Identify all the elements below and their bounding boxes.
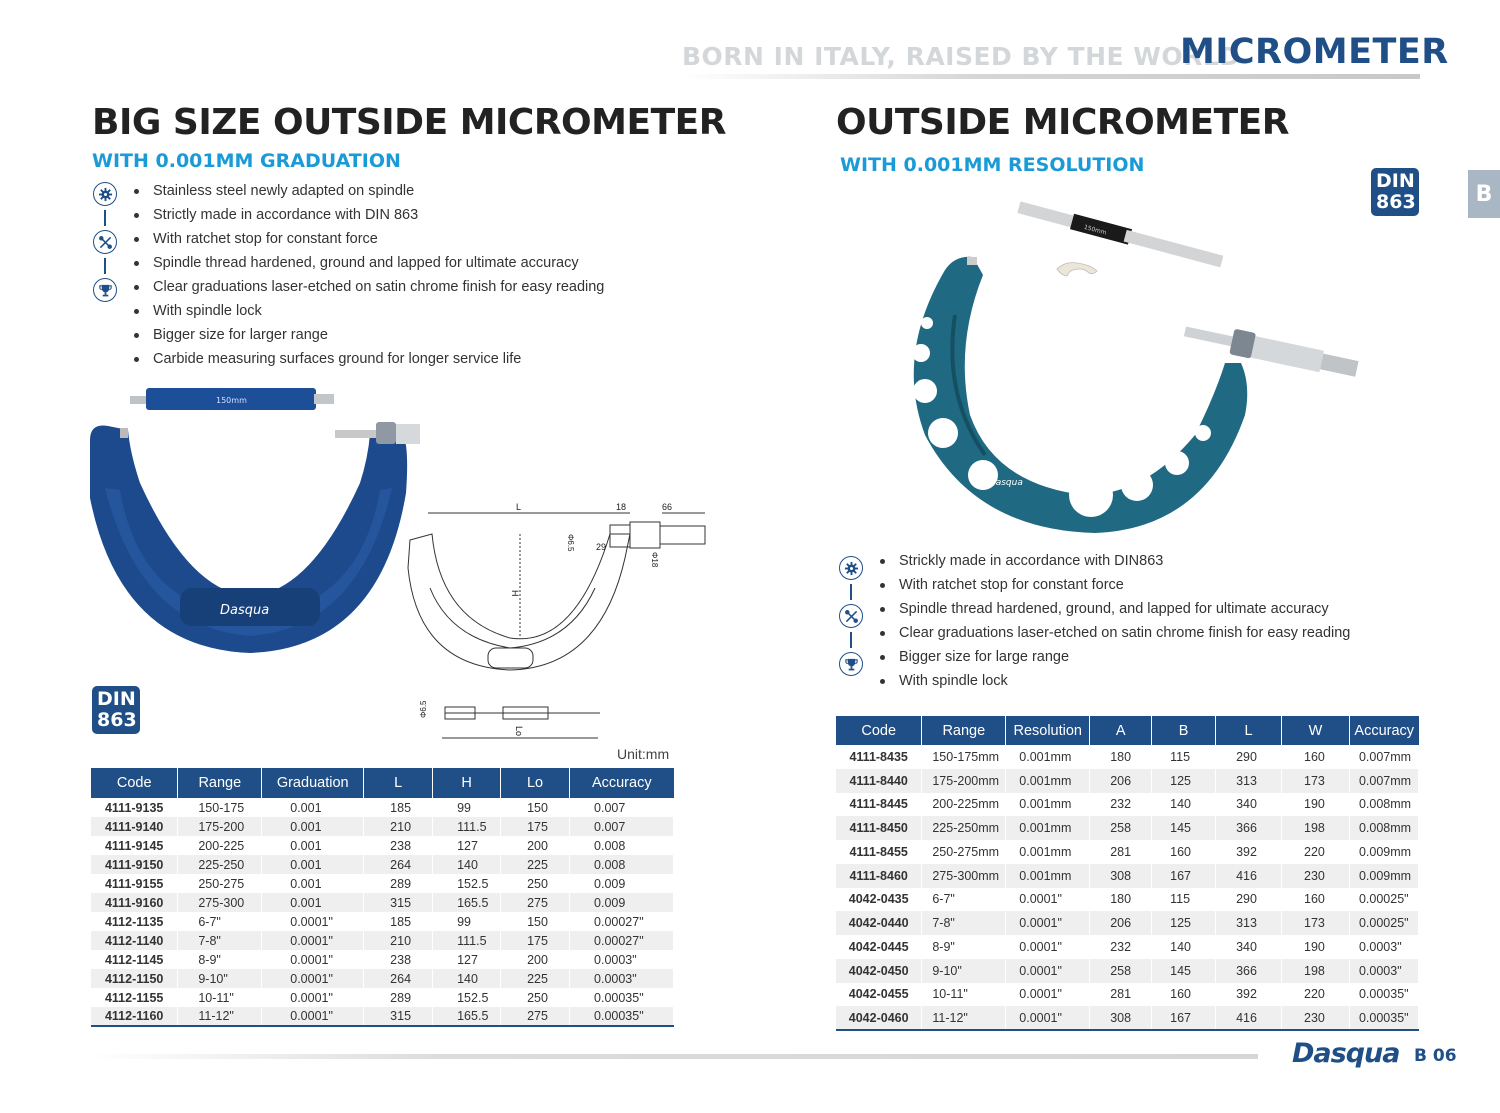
table-cell: 0.0001": [262, 1007, 364, 1026]
table-cell: 127: [433, 836, 501, 855]
din-number: 863: [1376, 191, 1416, 213]
column-header: L: [364, 768, 433, 798]
table-cell: 238: [364, 950, 433, 969]
table-cell: 230: [1282, 864, 1350, 888]
table-row: [91, 988, 674, 1007]
table-cell: 250-275mm: [922, 840, 1006, 864]
table-row: [836, 983, 1419, 1007]
dim-18: 18: [616, 502, 627, 512]
table-cell: 206: [1090, 769, 1152, 793]
table-cell: 6-7": [922, 888, 1006, 912]
table-cell: 0.0003": [570, 969, 674, 988]
table-cell: 0.009: [570, 893, 674, 912]
table-cell: 175-200: [178, 817, 262, 836]
table-row: [836, 769, 1419, 793]
table-cell: 150-175mm: [922, 745, 1006, 769]
table-row: [836, 959, 1419, 983]
table-cell: 0.0001": [262, 988, 364, 1007]
feature-item: Clear graduations laser-etched on satin chrome finish for easy reading: [879, 621, 1350, 645]
table-cell: 0.009mm: [1349, 864, 1418, 888]
table-cell: 308: [1090, 864, 1152, 888]
table-cell: 416: [1216, 864, 1282, 888]
table-cell: 0.001: [262, 836, 364, 855]
table-header-row: [836, 716, 1419, 745]
table-cell: 366: [1216, 959, 1282, 983]
table-cell: 0.0003": [1349, 935, 1418, 959]
table-cell: 0.0001": [262, 969, 364, 988]
code-cell: 4111-8460: [836, 864, 922, 888]
code-cell: 4042-0455: [836, 983, 922, 1007]
code-cell: 4111-9140: [91, 817, 178, 836]
feature-item: Spindle thread hardened, ground and lapped for ultimate accuracy: [133, 251, 604, 275]
column-header: H: [433, 768, 501, 798]
left-din-badge: [92, 686, 140, 734]
table-row: [836, 816, 1419, 840]
table-cell: 200-225mm: [922, 793, 1006, 817]
table-cell: 0.00035": [570, 1007, 674, 1026]
table-cell: 416: [1216, 1006, 1282, 1030]
trophy-icon: [839, 652, 863, 676]
table-cell: 0.008mm: [1349, 816, 1418, 840]
code-cell: 4111-9145: [91, 836, 178, 855]
table-cell: 0.008: [570, 836, 674, 855]
table-cell: 210: [364, 817, 433, 836]
table-cell: 258: [1090, 959, 1152, 983]
table-cell: 264: [364, 855, 433, 874]
section-tab[interactable]: B: [1468, 170, 1500, 218]
table-cell: 210: [364, 931, 433, 950]
table-cell: 0.00027": [570, 931, 674, 950]
column-header: Code: [91, 768, 178, 798]
frame-logo: dasqua: [990, 478, 1023, 488]
table-cell: 0.00035": [1349, 983, 1418, 1007]
table-cell: 6-7": [178, 912, 262, 931]
feature-item: Carbide measuring surfaces ground for longer service life: [133, 347, 604, 371]
table-cell: 0.001mm: [1006, 840, 1090, 864]
gear-icon: [839, 556, 863, 580]
table-cell: 198: [1282, 959, 1350, 983]
table-cell: 0.009: [570, 874, 674, 893]
table-cell: 165.5: [433, 1007, 501, 1026]
table-cell: 115: [1152, 745, 1216, 769]
table-cell: 0.007mm: [1349, 745, 1418, 769]
dim-phi65: Φ6.5: [566, 534, 575, 552]
table-cell: 315: [364, 893, 433, 912]
table-cell: 225: [501, 855, 570, 874]
column-header: Range: [178, 768, 262, 798]
tools-icon: [93, 230, 117, 254]
table-cell: 160: [1282, 745, 1350, 769]
code-cell: 4111-8435: [836, 745, 922, 769]
table-cell: 0.0001": [1006, 1006, 1090, 1030]
table-cell: 200-225: [178, 836, 262, 855]
table-cell: 173: [1282, 769, 1350, 793]
table-cell: 290: [1216, 888, 1282, 912]
feature-item: Clear graduations laser-etched on satin chrome finish for easy reading: [133, 275, 604, 299]
table-cell: 308: [1090, 1006, 1152, 1030]
table-cell: 165.5: [433, 893, 501, 912]
table-cell: 167: [1152, 864, 1216, 888]
dim-lo: Lo: [514, 726, 524, 737]
table-cell: 150-175: [178, 798, 262, 817]
table-row: [91, 969, 674, 988]
table-cell: 125: [1152, 769, 1216, 793]
header-slogan: BORN IN ITALY, RAISED BY THE WORLD: [682, 42, 1241, 71]
table-cell: 340: [1216, 793, 1282, 817]
table-cell: 0.009mm: [1349, 840, 1418, 864]
table-row: [836, 793, 1419, 817]
table-cell: 111.5: [433, 931, 501, 950]
table-row: [836, 1006, 1419, 1030]
table-row: [91, 855, 674, 874]
table-cell: 250: [501, 988, 570, 1007]
table-cell: 0.0001": [262, 931, 364, 950]
table-cell: 185: [364, 798, 433, 817]
table-cell: 140: [433, 855, 501, 874]
table-cell: 392: [1216, 983, 1282, 1007]
table-cell: 125: [1152, 911, 1216, 935]
right-spec-table: [836, 716, 1419, 1031]
table-cell: 238: [364, 836, 433, 855]
code-cell: 4112-1140: [91, 931, 178, 950]
right-standard-rod-label: 150mm: [1083, 223, 1108, 237]
table-cell: 167: [1152, 1006, 1216, 1030]
table-cell: 0.001mm: [1006, 745, 1090, 769]
table-cell: 150: [501, 912, 570, 931]
din-label: DIN: [1376, 170, 1415, 192]
column-header: Graduation: [262, 768, 364, 798]
column-header: A: [1090, 716, 1152, 745]
feature-item: Strictly made in accordance with DIN 863: [133, 203, 604, 227]
left-product-subtitle: WITH 0.001MM GRADUATION: [92, 150, 401, 172]
column-header: Code: [836, 716, 922, 745]
column-header: Accuracy: [570, 768, 674, 798]
table-cell: 225-250: [178, 855, 262, 874]
table-cell: 313: [1216, 911, 1282, 935]
feature-item: With spindle lock: [133, 299, 604, 323]
table-cell: 0.001: [262, 874, 364, 893]
table-cell: 173: [1282, 911, 1350, 935]
table-cell: 7-8": [922, 911, 1006, 935]
footer-divider: [90, 1054, 1258, 1059]
code-cell: 4111-8455: [836, 840, 922, 864]
code-cell: 4112-1135: [91, 912, 178, 931]
table-cell: 175: [501, 931, 570, 950]
table-cell: 0.001mm: [1006, 816, 1090, 840]
table-cell: 275: [501, 1007, 570, 1026]
table-cell: 232: [1090, 935, 1152, 959]
table-cell: 0.0001": [1006, 959, 1090, 983]
table-row: [836, 840, 1419, 864]
table-row: [836, 911, 1419, 935]
table-cell: 0.0001": [262, 950, 364, 969]
column-header: Lo: [501, 768, 570, 798]
table-cell: 145: [1152, 959, 1216, 983]
table-cell: 0.001: [262, 855, 364, 874]
table-row: [91, 798, 674, 817]
table-cell: 190: [1282, 793, 1350, 817]
table-row: [91, 950, 674, 969]
feature-item: Bigger size for larger range: [133, 323, 604, 347]
table-cell: 264: [364, 969, 433, 988]
table-cell: 11-12": [178, 1007, 262, 1026]
code-cell: 4111-9150: [91, 855, 178, 874]
table-cell: 185: [364, 912, 433, 931]
header-category-title: MICROMETER: [1180, 32, 1449, 72]
dim-l: L: [516, 502, 522, 512]
frame-logo: Dasqua: [220, 603, 270, 618]
code-cell: 4111-9135: [91, 798, 178, 817]
table-cell: 150: [501, 798, 570, 817]
table-cell: 250-275: [178, 874, 262, 893]
table-cell: 175-200mm: [922, 769, 1006, 793]
page-number: B 06: [1414, 1046, 1457, 1066]
footer-brand-logo: Dasqua: [1292, 1038, 1400, 1069]
table-cell: 0.0001": [262, 912, 364, 931]
tools-icon: [839, 604, 863, 628]
column-header: Range: [922, 716, 1006, 745]
table-cell: 140: [433, 969, 501, 988]
table-cell: 275: [501, 893, 570, 912]
feature-item: Strickly made in accordance with DIN863: [879, 549, 1350, 573]
table-cell: 160: [1152, 840, 1216, 864]
table-cell: 0.0003": [570, 950, 674, 969]
table-cell: 200: [501, 950, 570, 969]
table-cell: 230: [1282, 1006, 1350, 1030]
table-cell: 0.0001": [1006, 983, 1090, 1007]
dim-29: 29: [596, 542, 607, 552]
table-cell: 99: [433, 798, 501, 817]
table-cell: 115: [1152, 888, 1216, 912]
table-cell: 145: [1152, 816, 1216, 840]
code-cell: 4042-0435: [836, 888, 922, 912]
table-cell: 0.001mm: [1006, 769, 1090, 793]
table-cell: 99: [433, 912, 501, 931]
table-cell: 289: [364, 988, 433, 1007]
table-cell: 0.00025": [1349, 888, 1418, 912]
feature-item: With ratchet stop for constant force: [879, 573, 1350, 597]
feature-item: Stainless steel newly adapted on spindle: [133, 179, 604, 203]
table-row: [836, 888, 1419, 912]
table-cell: 7-8": [178, 931, 262, 950]
table-cell: 8-9": [178, 950, 262, 969]
big-micrometer-photo: [80, 378, 420, 668]
table-cell: 340: [1216, 935, 1282, 959]
table-cell: 11-12": [922, 1006, 1006, 1030]
table-cell: 0.008: [570, 855, 674, 874]
table-row: [836, 864, 1419, 888]
column-header: Accuracy: [1349, 716, 1418, 745]
table-cell: 180: [1090, 888, 1152, 912]
table-cell: 127: [433, 950, 501, 969]
table-cell: 140: [1152, 793, 1216, 817]
feature-item: With ratchet stop for constant force: [133, 227, 604, 251]
table-cell: 152.5: [433, 874, 501, 893]
table-cell: 220: [1282, 840, 1350, 864]
code-cell: 4042-0450: [836, 959, 922, 983]
table-cell: 206: [1090, 911, 1152, 935]
table-cell: 0.0001": [1006, 935, 1090, 959]
table-cell: 0.0003": [1349, 959, 1418, 983]
table-cell: 225: [501, 969, 570, 988]
dim-phi18: Φ18: [650, 552, 659, 568]
code-cell: 4111-8440: [836, 769, 922, 793]
table-cell: 0.00025": [1349, 911, 1418, 935]
table-cell: 0.00035": [1349, 1006, 1418, 1030]
left-feature-list: [133, 179, 604, 371]
table-cell: 200: [501, 836, 570, 855]
din-label: DIN: [97, 688, 136, 710]
code-cell: 4112-1155: [91, 988, 178, 1007]
left-spec-table: [91, 768, 674, 1027]
table-cell: 313: [1216, 769, 1282, 793]
table-cell: 8-9": [922, 935, 1006, 959]
table-cell: 10-11": [178, 988, 262, 1007]
right-product-subtitle: WITH 0.001MM RESOLUTION: [840, 154, 1145, 176]
table-cell: 0.008mm: [1349, 793, 1418, 817]
dim-h: H: [510, 590, 520, 597]
icon-connector: [850, 584, 852, 600]
table-cell: 315: [364, 1007, 433, 1026]
outside-micrometer-photo: [895, 195, 1365, 540]
code-cell: 4111-9160: [91, 893, 178, 912]
feature-item: Bigger size for large range: [879, 645, 1350, 669]
table-row: [91, 836, 674, 855]
code-cell: 4112-1150: [91, 969, 178, 988]
table-cell: 0.0001": [1006, 888, 1090, 912]
dim-66: 66: [662, 502, 673, 512]
table-cell: 281: [1090, 840, 1152, 864]
table-cell: 111.5: [433, 817, 501, 836]
table-cell: 175: [501, 817, 570, 836]
table-cell: 9-10": [178, 969, 262, 988]
table-cell: 0.001: [262, 798, 364, 817]
table-cell: 275-300: [178, 893, 262, 912]
table-cell: 140: [1152, 935, 1216, 959]
din-number: 863: [97, 709, 137, 731]
table-row: [91, 893, 674, 912]
table-cell: 289: [364, 874, 433, 893]
code-cell: 4042-0460: [836, 1006, 922, 1030]
code-cell: 4112-1145: [91, 950, 178, 969]
right-feature-list: [879, 549, 1350, 693]
code-cell: 4042-0445: [836, 935, 922, 959]
feature-item: Spindle thread hardened, ground, and lapped for ultimate accuracy: [879, 597, 1350, 621]
trophy-icon: [93, 278, 117, 302]
table-cell: 290: [1216, 745, 1282, 769]
code-cell: 4112-1160: [91, 1007, 178, 1026]
left-product-title: BIG SIZE OUTSIDE MICROMETER: [92, 102, 726, 143]
table-cell: 0.001mm: [1006, 793, 1090, 817]
table-cell: 0.001: [262, 893, 364, 912]
table-cell: 9-10": [922, 959, 1006, 983]
code-cell: 4111-9155: [91, 874, 178, 893]
table-cell: 160: [1282, 888, 1350, 912]
table-cell: 281: [1090, 983, 1152, 1007]
table-row: [836, 745, 1419, 769]
table-row: [91, 931, 674, 950]
code-cell: 4111-8445: [836, 793, 922, 817]
table-cell: 0.0001": [1006, 911, 1090, 935]
table-row: [836, 935, 1419, 959]
column-header: B: [1152, 716, 1216, 745]
right-feature-icons: [836, 556, 866, 676]
icon-connector: [104, 258, 106, 274]
table-cell: 160: [1152, 983, 1216, 1007]
table-cell: 225-250mm: [922, 816, 1006, 840]
table-cell: 0.007mm: [1349, 769, 1418, 793]
unit-label: Unit:mm: [617, 746, 670, 762]
table-cell: 220: [1282, 983, 1350, 1007]
dim-phi65-rod: Φ6.5: [419, 700, 428, 718]
header-divider: [680, 74, 1420, 79]
table-row: [91, 817, 674, 836]
table-cell: 152.5: [433, 988, 501, 1007]
gear-icon: [93, 182, 117, 206]
table-cell: 198: [1282, 816, 1350, 840]
icon-connector: [850, 632, 852, 648]
table-cell: 0.001mm: [1006, 864, 1090, 888]
table-cell: 190: [1282, 935, 1350, 959]
table-row: [91, 1007, 674, 1026]
table-cell: 0.001: [262, 817, 364, 836]
table-row: [91, 912, 674, 931]
feature-item: With spindle lock: [879, 669, 1350, 693]
table-row: [91, 874, 674, 893]
right-product-title: OUTSIDE MICROMETER: [836, 102, 1289, 143]
table-cell: 250: [501, 874, 570, 893]
code-cell: 4111-8450: [836, 816, 922, 840]
technical-drawing: [400, 498, 710, 748]
code-cell: 4042-0440: [836, 911, 922, 935]
column-header: L: [1216, 716, 1282, 745]
right-din-badge: [1371, 168, 1419, 216]
table-cell: 275-300mm: [922, 864, 1006, 888]
table-cell: 232: [1090, 793, 1152, 817]
table-cell: 0.00035": [570, 988, 674, 1007]
column-header: Resolution: [1006, 716, 1090, 745]
table-cell: 0.007: [570, 817, 674, 836]
table-cell: 0.007: [570, 798, 674, 817]
column-header: W: [1282, 716, 1350, 745]
table-header-row: [91, 768, 674, 798]
left-feature-icons: [90, 182, 120, 302]
table-cell: 180: [1090, 745, 1152, 769]
table-cell: 258: [1090, 816, 1152, 840]
table-cell: 366: [1216, 816, 1282, 840]
table-cell: 0.00027": [570, 912, 674, 931]
table-cell: 10-11": [922, 983, 1006, 1007]
table-cell: 392: [1216, 840, 1282, 864]
standard-rod-label: 150mm: [216, 396, 247, 405]
icon-connector: [104, 210, 106, 226]
